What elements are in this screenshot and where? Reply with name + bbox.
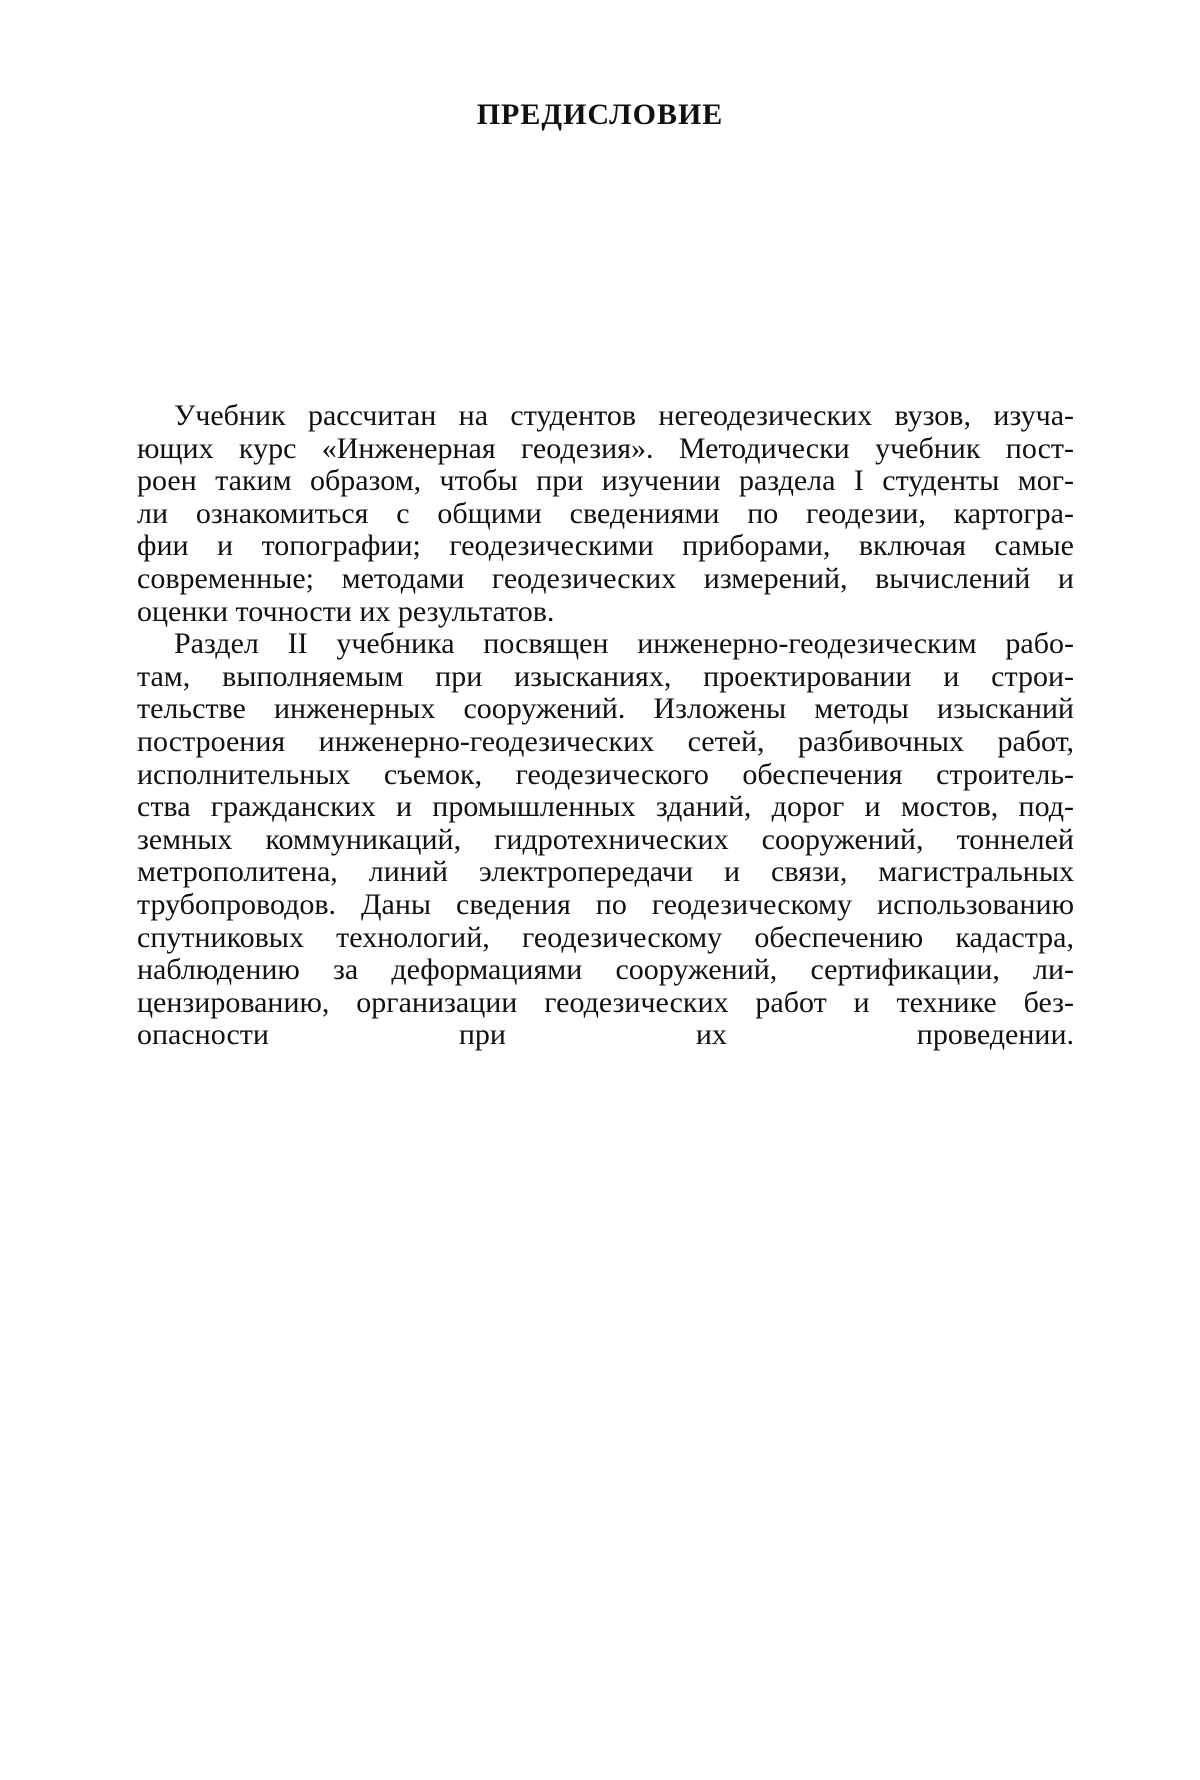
text-line: оценки точности их результатов. [137,594,555,628]
text-line: исполнительных съемок, геодезического обеспечения строитель- [137,757,1074,791]
text-line: ства гражданских и промышленных зданий, дорог и мостов, под- [137,790,1074,824]
text-line: построения инженерно-геодезических сетей, разбивочных работ, [137,724,1074,758]
body-text [137,400,1074,1084]
text-line: Учебник рассчитан на студентов негеодезических вузов, изуча- [174,399,1074,432]
text-line: Раздел II учебника посвящен инженерно-геодезическим рабо- [174,627,1074,661]
page-title: ПРЕДИСЛОВИЕ [476,98,724,131]
text-line: современные; методами геодезических измерений, вычислений и [137,561,1074,595]
text-line: ющих курс «Инженерная геодезия». Методически учебник пост- [137,431,1074,465]
text-line: наблюдению за деформациями сооружений, сертификации, ли- [137,953,1074,987]
paragraph-2 [137,628,1074,1084]
text-line: спутниковых технологий, геодезическому обеспечению кадастра, [137,920,1074,954]
text-line: фии и топографии; геодезическими приборами, включая самые [137,529,1074,563]
text-line: роен таким образом, чтобы при изучении раздела I студенты мог- [137,464,1074,498]
text-line: ли ознакомиться с общими сведениями по геодезии, картогра- [137,496,1074,530]
text-line: опасности при их проведении. [137,1018,1074,1052]
text-line: метрополитена, линий электропередачи и связи, магистральных [137,855,1074,889]
text-line: цензированию, организации геодезических работ и технике без- [137,985,1074,1019]
text-line: тельстве инженерных сооружений. Изложены методы изысканий [137,692,1074,726]
text-line: трубопроводов. Даны сведения по геодезическому использованию [137,887,1074,921]
text-line [137,1052,1074,1085]
paragraph-1 [137,400,1074,628]
text-line: земных коммуникаций, гидротехнических сооружений, тоннелей [137,822,1074,856]
text-line: там, выполняемым при изысканиях, проектировании и строи- [137,659,1074,693]
